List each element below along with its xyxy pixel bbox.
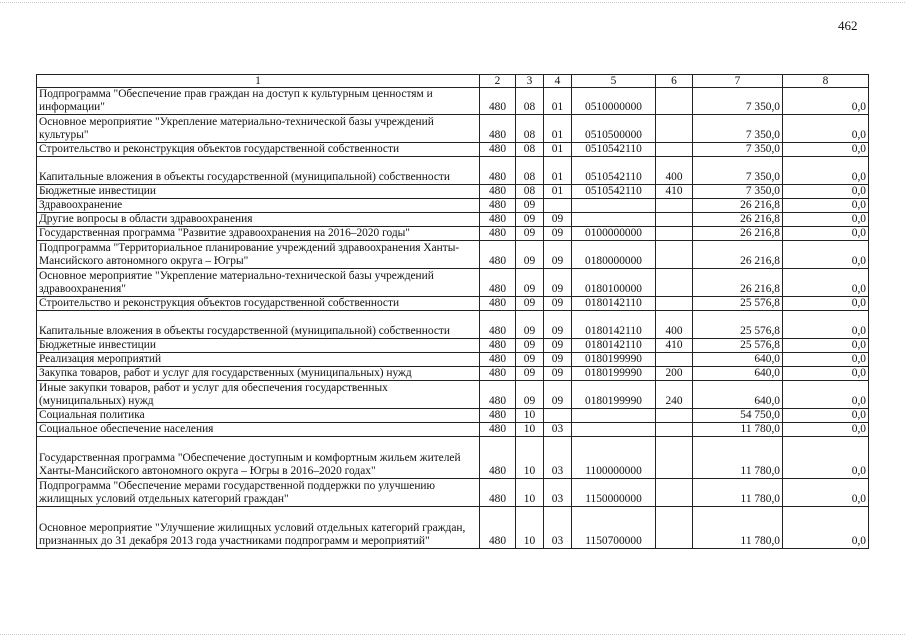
table-row [37,143,869,157]
cell-expense-type [656,353,693,367]
cell-name: Государственная программа "Обеспечение доступным и комфортным жильем жителей Ханты-Мансийского автономного округа – Югры в 2016–2020 годах" [37,437,480,479]
cell-target: 0180100000 [572,269,656,297]
table-row [37,381,869,409]
cell-subsection: 09 [544,297,572,311]
cell-subsection: 09 [544,241,572,269]
cell-subsection: 09 [544,269,572,297]
cell-expense-type [656,115,693,143]
cell-admin: 480 [480,381,516,409]
cell-admin: 480 [480,143,516,157]
cell-amount: 26 216,8 [693,213,783,227]
cell-amount-2: 0,0 [783,339,869,353]
table-body [37,75,869,549]
cell-section: 09 [516,339,544,353]
cell-name: Капитальные вложения в объекты государственной (муниципальной) собственности [37,311,480,339]
cell-amount-2: 0,0 [783,367,869,381]
cell-section: 09 [516,227,544,241]
cell-amount: 26 216,8 [693,199,783,213]
column-header-6: 6 [656,75,693,88]
cell-admin: 480 [480,437,516,479]
table-row [37,311,869,339]
cell-subsection: 09 [544,367,572,381]
cell-section: 09 [516,241,544,269]
cell-section: 08 [516,115,544,143]
cell-admin: 480 [480,311,516,339]
cell-section: 09 [516,311,544,339]
cell-amount: 640,0 [693,353,783,367]
cell-target [572,199,656,213]
cell-target: 0180199990 [572,367,656,381]
table-row [37,507,869,549]
cell-name: Бюджетные инвестиции [37,339,480,353]
cell-admin: 480 [480,507,516,549]
cell-section: 08 [516,143,544,157]
cell-name: Здравоохранение [37,199,480,213]
cell-admin: 480 [480,423,516,437]
cell-amount-2: 0,0 [783,185,869,199]
cell-expense-type: 410 [656,339,693,353]
cell-target [572,423,656,437]
cell-subsection: 03 [544,437,572,479]
cell-amount-2: 0,0 [783,381,869,409]
table-row [37,479,869,507]
cell-name: Бюджетные инвестиции [37,185,480,199]
cell-amount-2: 0,0 [783,213,869,227]
cell-subsection: 01 [544,185,572,199]
cell-subsection: 09 [544,353,572,367]
cell-admin: 480 [480,157,516,185]
cell-admin: 480 [480,297,516,311]
cell-expense-type [656,241,693,269]
cell-name: Другие вопросы в области здравоохранения [37,213,480,227]
cell-name: Социальное обеспечение населения [37,423,480,437]
cell-target: 0180142110 [572,311,656,339]
cell-admin: 480 [480,367,516,381]
cell-target: 0510542110 [572,185,656,199]
cell-expense-type [656,423,693,437]
cell-target: 0180199990 [572,381,656,409]
table-row [37,241,869,269]
cell-admin: 480 [480,353,516,367]
cell-section: 08 [516,185,544,199]
cell-amount: 26 216,8 [693,269,783,297]
cell-expense-type: 240 [656,381,693,409]
cell-admin: 480 [480,241,516,269]
cell-expense-type [656,479,693,507]
column-header-1: 1 [37,75,480,88]
column-header-3: 3 [516,75,544,88]
cell-target: 0510542110 [572,157,656,185]
cell-target: 0510000000 [572,88,656,115]
cell-admin: 480 [480,199,516,213]
cell-amount-2: 0,0 [783,269,869,297]
cell-amount: 26 216,8 [693,227,783,241]
cell-name: Подпрограмма "Территориальное планирование учреждений здравоохранения Ханты-Мансийского автономного округа – Югры" [37,241,480,269]
cell-section: 08 [516,88,544,115]
cell-name: Строительство и реконструкция объектов государственной собственности [37,143,480,157]
table-row [37,423,869,437]
table-row [37,297,869,311]
cell-amount-2: 0,0 [783,507,869,549]
cell-admin: 480 [480,227,516,241]
table-row [37,199,869,213]
cell-section: 09 [516,381,544,409]
cell-amount-2: 0,0 [783,437,869,479]
budget-table [36,74,869,549]
cell-name: Иные закупки товаров, работ и услуг для обеспечения государственных (муниципальных) нужд [37,381,480,409]
table-row [37,409,869,423]
cell-amount: 11 780,0 [693,437,783,479]
cell-expense-type [656,507,693,549]
cell-target: 0180142110 [572,297,656,311]
cell-amount-2: 0,0 [783,423,869,437]
table-row [37,339,869,353]
column-header-7: 7 [693,75,783,88]
cell-subsection [544,409,572,423]
cell-amount: 25 576,8 [693,297,783,311]
cell-amount-2: 0,0 [783,409,869,423]
scan-edge-top [0,2,905,3]
column-header-4: 4 [544,75,572,88]
cell-expense-type: 410 [656,185,693,199]
cell-expense-type [656,297,693,311]
cell-subsection [544,199,572,213]
cell-expense-type [656,143,693,157]
cell-expense-type: 400 [656,311,693,339]
cell-expense-type [656,88,693,115]
column-header-5: 5 [572,75,656,88]
table-row [37,437,869,479]
cell-target [572,213,656,227]
cell-section: 10 [516,437,544,479]
cell-amount-2: 0,0 [783,479,869,507]
cell-amount-2: 0,0 [783,311,869,339]
cell-expense-type [656,227,693,241]
cell-expense-type [656,199,693,213]
cell-subsection: 01 [544,143,572,157]
cell-amount-2: 0,0 [783,157,869,185]
cell-amount: 7 350,0 [693,115,783,143]
column-header-2: 2 [480,75,516,88]
cell-name: Подпрограмма "Обеспечение мерами государственной поддержки по улучшению жилищных условий отдельных категорий граждан" [37,479,480,507]
cell-section: 10 [516,423,544,437]
cell-subsection: 09 [544,213,572,227]
cell-section: 09 [516,213,544,227]
cell-amount-2: 0,0 [783,241,869,269]
cell-target: 0180199990 [572,353,656,367]
cell-admin: 480 [480,115,516,143]
page-number: 462 [838,18,858,33]
cell-expense-type [656,437,693,479]
cell-section: 09 [516,297,544,311]
cell-subsection: 09 [544,381,572,409]
cell-subsection: 03 [544,423,572,437]
table-row [37,269,869,297]
cell-expense-type: 400 [656,157,693,185]
cell-subsection: 01 [544,157,572,185]
cell-target: 1150700000 [572,507,656,549]
cell-section: 09 [516,353,544,367]
cell-target: 0100000000 [572,227,656,241]
cell-name: Основное мероприятие "Укрепление материально-технической базы учреждений здравоохранения" [37,269,480,297]
cell-amount: 25 576,8 [693,311,783,339]
cell-admin: 480 [480,88,516,115]
cell-expense-type [656,409,693,423]
cell-expense-type [656,213,693,227]
cell-subsection: 01 [544,115,572,143]
cell-admin: 480 [480,185,516,199]
cell-name: Капитальные вложения в объекты государственной (муниципальной) собственности [37,157,480,185]
cell-amount-2: 0,0 [783,227,869,241]
cell-admin: 480 [480,269,516,297]
cell-subsection: 03 [544,507,572,549]
cell-amount-2: 0,0 [783,353,869,367]
table-row [37,88,869,115]
cell-section: 10 [516,409,544,423]
table-row [37,227,869,241]
cell-amount: 54 750,0 [693,409,783,423]
cell-amount: 7 350,0 [693,88,783,115]
cell-name: Основное мероприятие "Укрепление материально-технической базы учреждений культуры" [37,115,480,143]
cell-name: Строительство и реконструкция объектов государственной собственности [37,297,480,311]
cell-admin: 480 [480,409,516,423]
scan-edge-bottom [0,634,905,635]
cell-subsection: 09 [544,227,572,241]
cell-subsection: 03 [544,479,572,507]
cell-amount-2: 0,0 [783,199,869,213]
cell-section: 08 [516,157,544,185]
cell-expense-type: 200 [656,367,693,381]
cell-subsection: 09 [544,339,572,353]
cell-target: 0180000000 [572,241,656,269]
table-row [37,185,869,199]
cell-amount: 7 350,0 [693,143,783,157]
cell-amount-2: 0,0 [783,88,869,115]
cell-admin: 480 [480,339,516,353]
cell-section: 09 [516,199,544,213]
cell-amount: 26 216,8 [693,241,783,269]
cell-amount: 25 576,8 [693,339,783,353]
cell-amount: 7 350,0 [693,157,783,185]
table-row [37,115,869,143]
table-row [37,367,869,381]
cell-amount: 640,0 [693,381,783,409]
cell-target: 1150000000 [572,479,656,507]
table-row [37,353,869,367]
cell-target [572,409,656,423]
cell-amount-2: 0,0 [783,297,869,311]
header-row [37,75,869,88]
cell-expense-type [656,269,693,297]
table-row [37,213,869,227]
cell-amount: 11 780,0 [693,479,783,507]
cell-subsection: 01 [544,88,572,115]
cell-section: 10 [516,507,544,549]
cell-section: 09 [516,367,544,381]
cell-name: Закупка товаров, работ и услуг для государственных (муниципальных) нужд [37,367,480,381]
cell-section: 10 [516,479,544,507]
table-row [37,157,869,185]
cell-section: 09 [516,269,544,297]
cell-amount-2: 0,0 [783,115,869,143]
cell-amount: 11 780,0 [693,423,783,437]
cell-name: Подпрограмма "Обеспечение прав граждан на доступ к культурным ценностям и информации" [37,88,480,115]
cell-target: 0180142110 [572,339,656,353]
cell-target: 0510500000 [572,115,656,143]
cell-subsection: 09 [544,311,572,339]
cell-target: 0510542110 [572,143,656,157]
cell-name: Основное мероприятие "Улучшение жилищных условий отдельных категорий граждан, признанных до 31 декабря 2013 года участниками подпрограмм и мероприятий" [37,507,480,549]
cell-amount: 11 780,0 [693,507,783,549]
cell-name: Социальная политика [37,409,480,423]
cell-name: Государственная программа "Развитие здравоохранения на 2016–2020 годы" [37,227,480,241]
cell-amount: 7 350,0 [693,185,783,199]
column-header-8: 8 [783,75,869,88]
cell-admin: 480 [480,213,516,227]
cell-amount: 640,0 [693,367,783,381]
cell-amount-2: 0,0 [783,143,869,157]
cell-target: 1100000000 [572,437,656,479]
cell-admin: 480 [480,479,516,507]
cell-name: Реализация мероприятий [37,353,480,367]
